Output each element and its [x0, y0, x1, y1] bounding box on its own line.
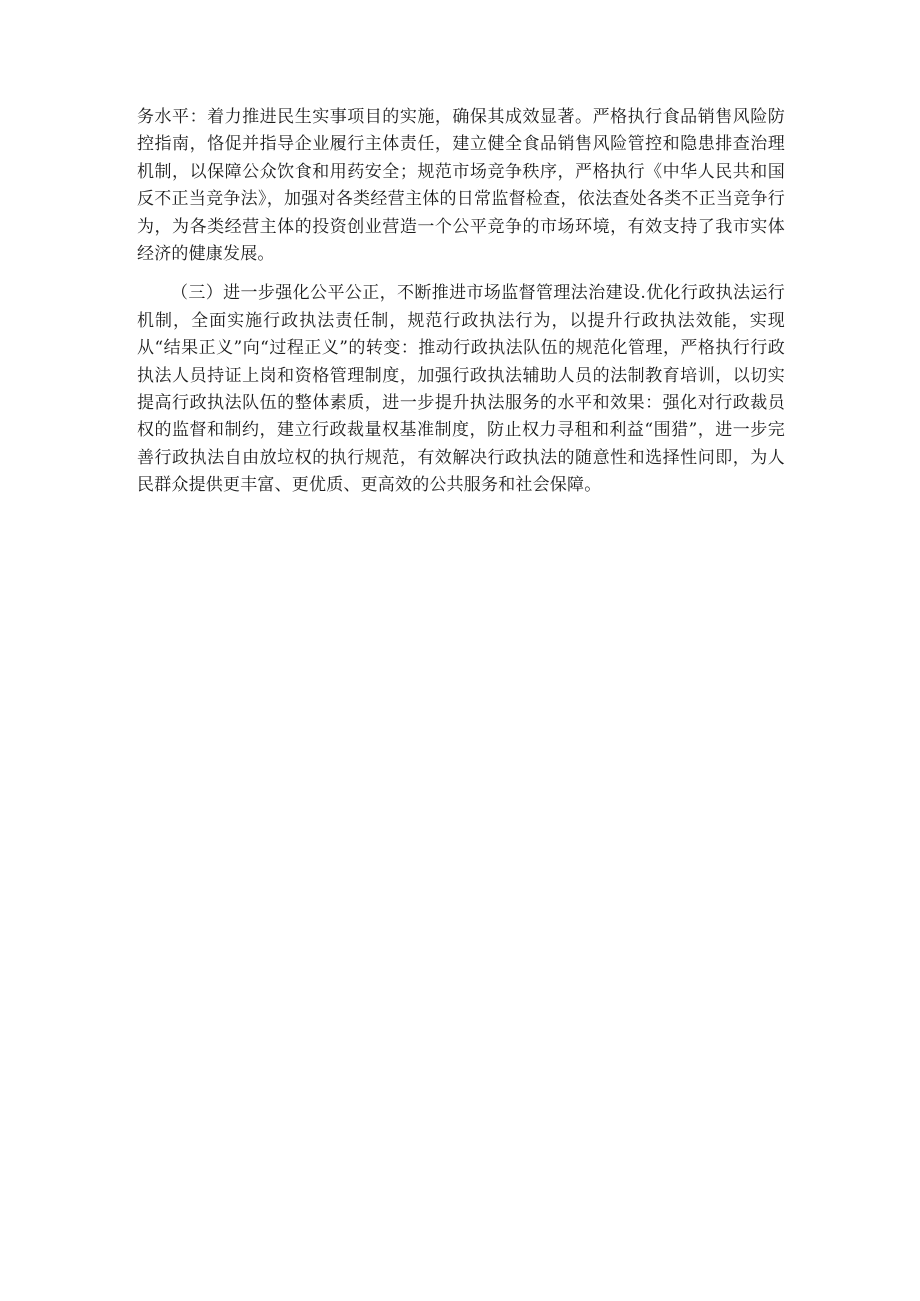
document-body — [137, 104, 785, 500]
paragraph-section-three: （三）进一步强化公平公正，不断推进市场监督管理法治建设.优化行政执法运行机制，全面实施行政执法责任制，规范行政执法行为，以提升行政执法效能，实现从“结果正义”向“过程正义”的转变：推动行政执法队伍的规范化管理，严格执行行政执法人员持证上岗和资格管理制度，加强行政执法辅助人员的法制教育培训，以切实提高行政执法队伍的整体素质，进一步提升执法服务的水平和效果：强化对行政裁员权的监督和制约，建立行政裁量权基准制度，防止权力寻租和利益“围猎”，进一步完善行政执法自由放垃权的执行规范，有效解决行政执法的随意性和选择性问即，为人民群众提供更丰富、更优质、更高效的公共服务和社会保障。 — [137, 283, 785, 496]
paragraph-service-level: 务水平：着力推进民生实事项目的实施，确保其成效显著。严格执行食品销售风险防控指南，恪促并指导企业履行主体责任，建立健全食品销售风险管控和隐患排查治理机制，以保障公众饮食和用药安全；规范市场竞争秩序，严格执行《中华人民共和国反不正当竞争法》，加强对各类经营主体的日常监督检查，依法查处各类不正当竞争行为，为各类经营主体的投资创业营造一个公平竞争的市场环境，有效支持了我市实体经济的健康发展。 — [137, 107, 785, 265]
